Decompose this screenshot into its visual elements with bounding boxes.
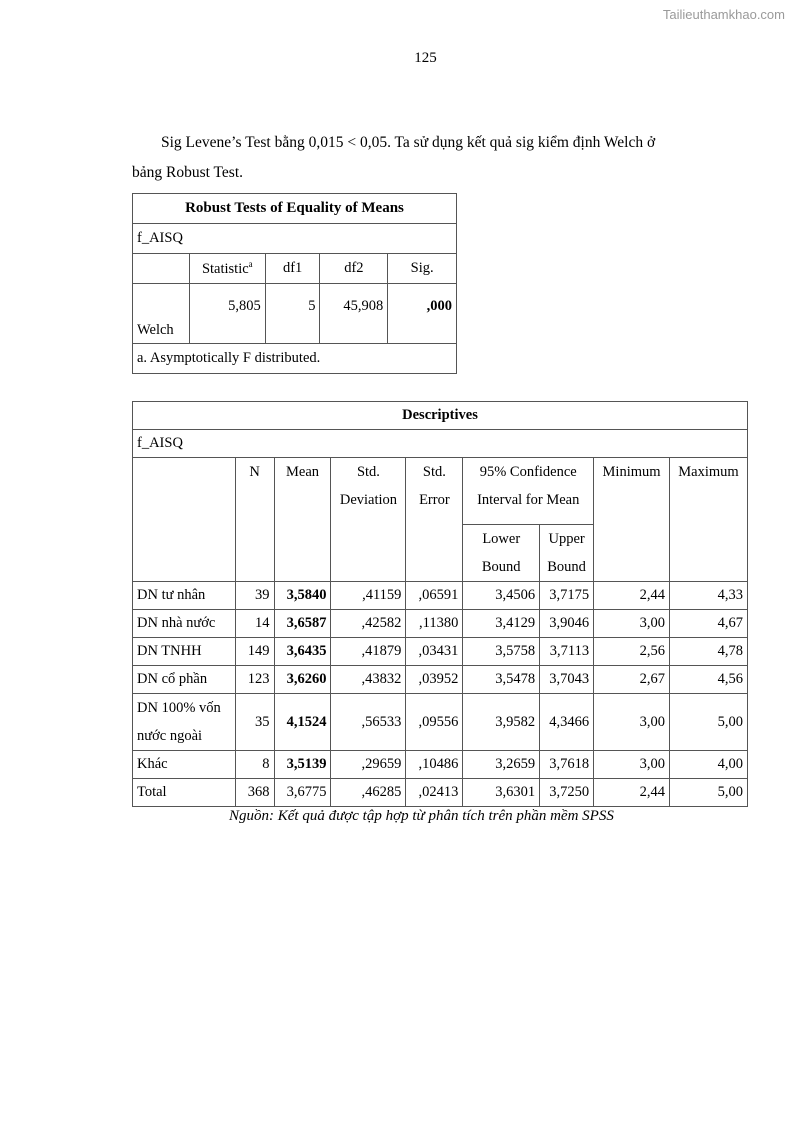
cell-upper: 3,7618	[540, 751, 594, 779]
cell-lower: 3,6301	[463, 779, 540, 807]
cell-mean: 3,6587	[274, 610, 331, 638]
table-row	[133, 582, 748, 610]
desc-header-blank	[133, 458, 236, 582]
cell-mean: 3,6260	[274, 666, 331, 694]
cell-n: 8	[235, 751, 274, 779]
cell-se: ,02413	[406, 779, 463, 807]
robust-header-statistic: Statistic$^a$	[189, 254, 265, 284]
cell-upper: 3,7175	[540, 582, 594, 610]
cell-lower: 3,4129	[463, 610, 540, 638]
cell-max: 4,78	[670, 638, 748, 666]
desc-header-n: N	[235, 458, 274, 582]
desc-header-std-error: Std. Error	[406, 458, 463, 582]
cell-n: 14	[235, 610, 274, 638]
cell-lower: 3,5758	[463, 638, 540, 666]
robust-header-df2: df2	[320, 254, 388, 284]
cell-max: 4,33	[670, 582, 748, 610]
row-label: Khác	[133, 751, 236, 779]
robust-sig: ,000	[388, 284, 457, 344]
table-row	[133, 666, 748, 694]
paragraph-line-2: bảng Robust Test.	[132, 164, 244, 181]
page-number: 125	[414, 50, 437, 66]
robust-title: Robust Tests of Equality of Means	[133, 194, 457, 224]
desc-header-minimum: Minimum	[594, 458, 670, 582]
cell-n: 368	[235, 779, 274, 807]
cell-se: ,03431	[406, 638, 463, 666]
watermark: Tailieuthamkhao.com	[662, 7, 785, 22]
cell-n: 149	[235, 638, 274, 666]
cell-sd: ,41159	[331, 582, 406, 610]
desc-header-confidence-interval: 95% Confidence Interval for Mean	[463, 458, 594, 525]
robust-footnote: a. Asymptotically F distributed.	[133, 344, 457, 374]
cell-sd: ,56533	[331, 694, 406, 751]
source-caption: Nguồn: Kết quả được tập hợp từ phân tích trên phần mềm SPSS	[229, 808, 614, 824]
robust-df1: 5	[265, 284, 320, 344]
cell-max: 5,00	[670, 694, 748, 751]
robust-statistic: 5,805	[189, 284, 265, 344]
cell-mean: 3,5139	[274, 751, 331, 779]
desc-header-mean: Mean	[274, 458, 331, 582]
cell-upper: 3,7113	[540, 638, 594, 666]
table-row	[133, 610, 748, 638]
row-label: DN tư nhân	[133, 582, 236, 610]
cell-se: ,03952	[406, 666, 463, 694]
cell-lower: 3,2659	[463, 751, 540, 779]
cell-min: 3,00	[594, 694, 670, 751]
cell-n: 39	[235, 582, 274, 610]
cell-se: ,06591	[406, 582, 463, 610]
desc-header-maximum: Maximum	[670, 458, 748, 582]
cell-lower: 3,9582	[463, 694, 540, 751]
row-label: Total	[133, 779, 236, 807]
cell-sd: ,43832	[331, 666, 406, 694]
robust-header-sig: Sig.	[388, 254, 457, 284]
robust-variable: f_AISQ	[133, 224, 457, 254]
desc-header-upper-bound: Upper Bound	[540, 525, 594, 582]
robust-header-df1: df1	[265, 254, 320, 284]
row-label: DN 100% vốn nước ngoài	[133, 694, 236, 751]
cell-max: 4,00	[670, 751, 748, 779]
cell-max: 4,67	[670, 610, 748, 638]
cell-min: 2,67	[594, 666, 670, 694]
cell-min: 2,56	[594, 638, 670, 666]
cell-min: 3,00	[594, 751, 670, 779]
robust-row-label: Welch	[133, 284, 190, 344]
cell-sd: ,46285	[331, 779, 406, 807]
cell-upper: 3,7043	[540, 666, 594, 694]
table-row-total	[133, 779, 748, 807]
desc-header-lower-bound: Lower Bound	[463, 525, 540, 582]
cell-sd: ,42582	[331, 610, 406, 638]
cell-n: 123	[235, 666, 274, 694]
cell-mean: 3,5840	[274, 582, 331, 610]
cell-se: ,09556	[406, 694, 463, 751]
cell-mean: 4,1524	[274, 694, 331, 751]
cell-min: 2,44	[594, 779, 670, 807]
cell-se: ,11380	[406, 610, 463, 638]
cell-lower: 3,5478	[463, 666, 540, 694]
descriptives-title: Descriptives	[133, 402, 748, 430]
robust-tests-table	[132, 193, 457, 374]
cell-upper: 3,9046	[540, 610, 594, 638]
paragraph-line-1: Sig Levene’s Test bằng 0,015 < 0,05. Ta sử dụng kết quả sig kiểm định Welch ở	[161, 134, 656, 151]
cell-upper: 4,3466	[540, 694, 594, 751]
table-row	[133, 638, 748, 666]
cell-n: 35	[235, 694, 274, 751]
robust-header-blank	[133, 254, 190, 284]
row-label: DN TNHH	[133, 638, 236, 666]
cell-max: 5,00	[670, 779, 748, 807]
cell-min: 2,44	[594, 582, 670, 610]
cell-lower: 3,4506	[463, 582, 540, 610]
cell-sd: ,29659	[331, 751, 406, 779]
descriptives-table	[132, 401, 748, 807]
desc-header-std-deviation: Std. Deviation	[331, 458, 406, 582]
cell-max: 4,56	[670, 666, 748, 694]
cell-min: 3,00	[594, 610, 670, 638]
descriptives-variable: f_AISQ	[133, 430, 748, 458]
cell-se: ,10486	[406, 751, 463, 779]
cell-mean: 3,6435	[274, 638, 331, 666]
cell-sd: ,41879	[331, 638, 406, 666]
row-label: DN nhà nước	[133, 610, 236, 638]
table-row	[133, 751, 748, 779]
cell-mean: 3,6775	[274, 779, 331, 807]
table-row	[133, 694, 748, 751]
cell-upper: 3,7250	[540, 779, 594, 807]
robust-df2: 45,908	[320, 284, 388, 344]
row-label: DN cổ phần	[133, 666, 236, 694]
